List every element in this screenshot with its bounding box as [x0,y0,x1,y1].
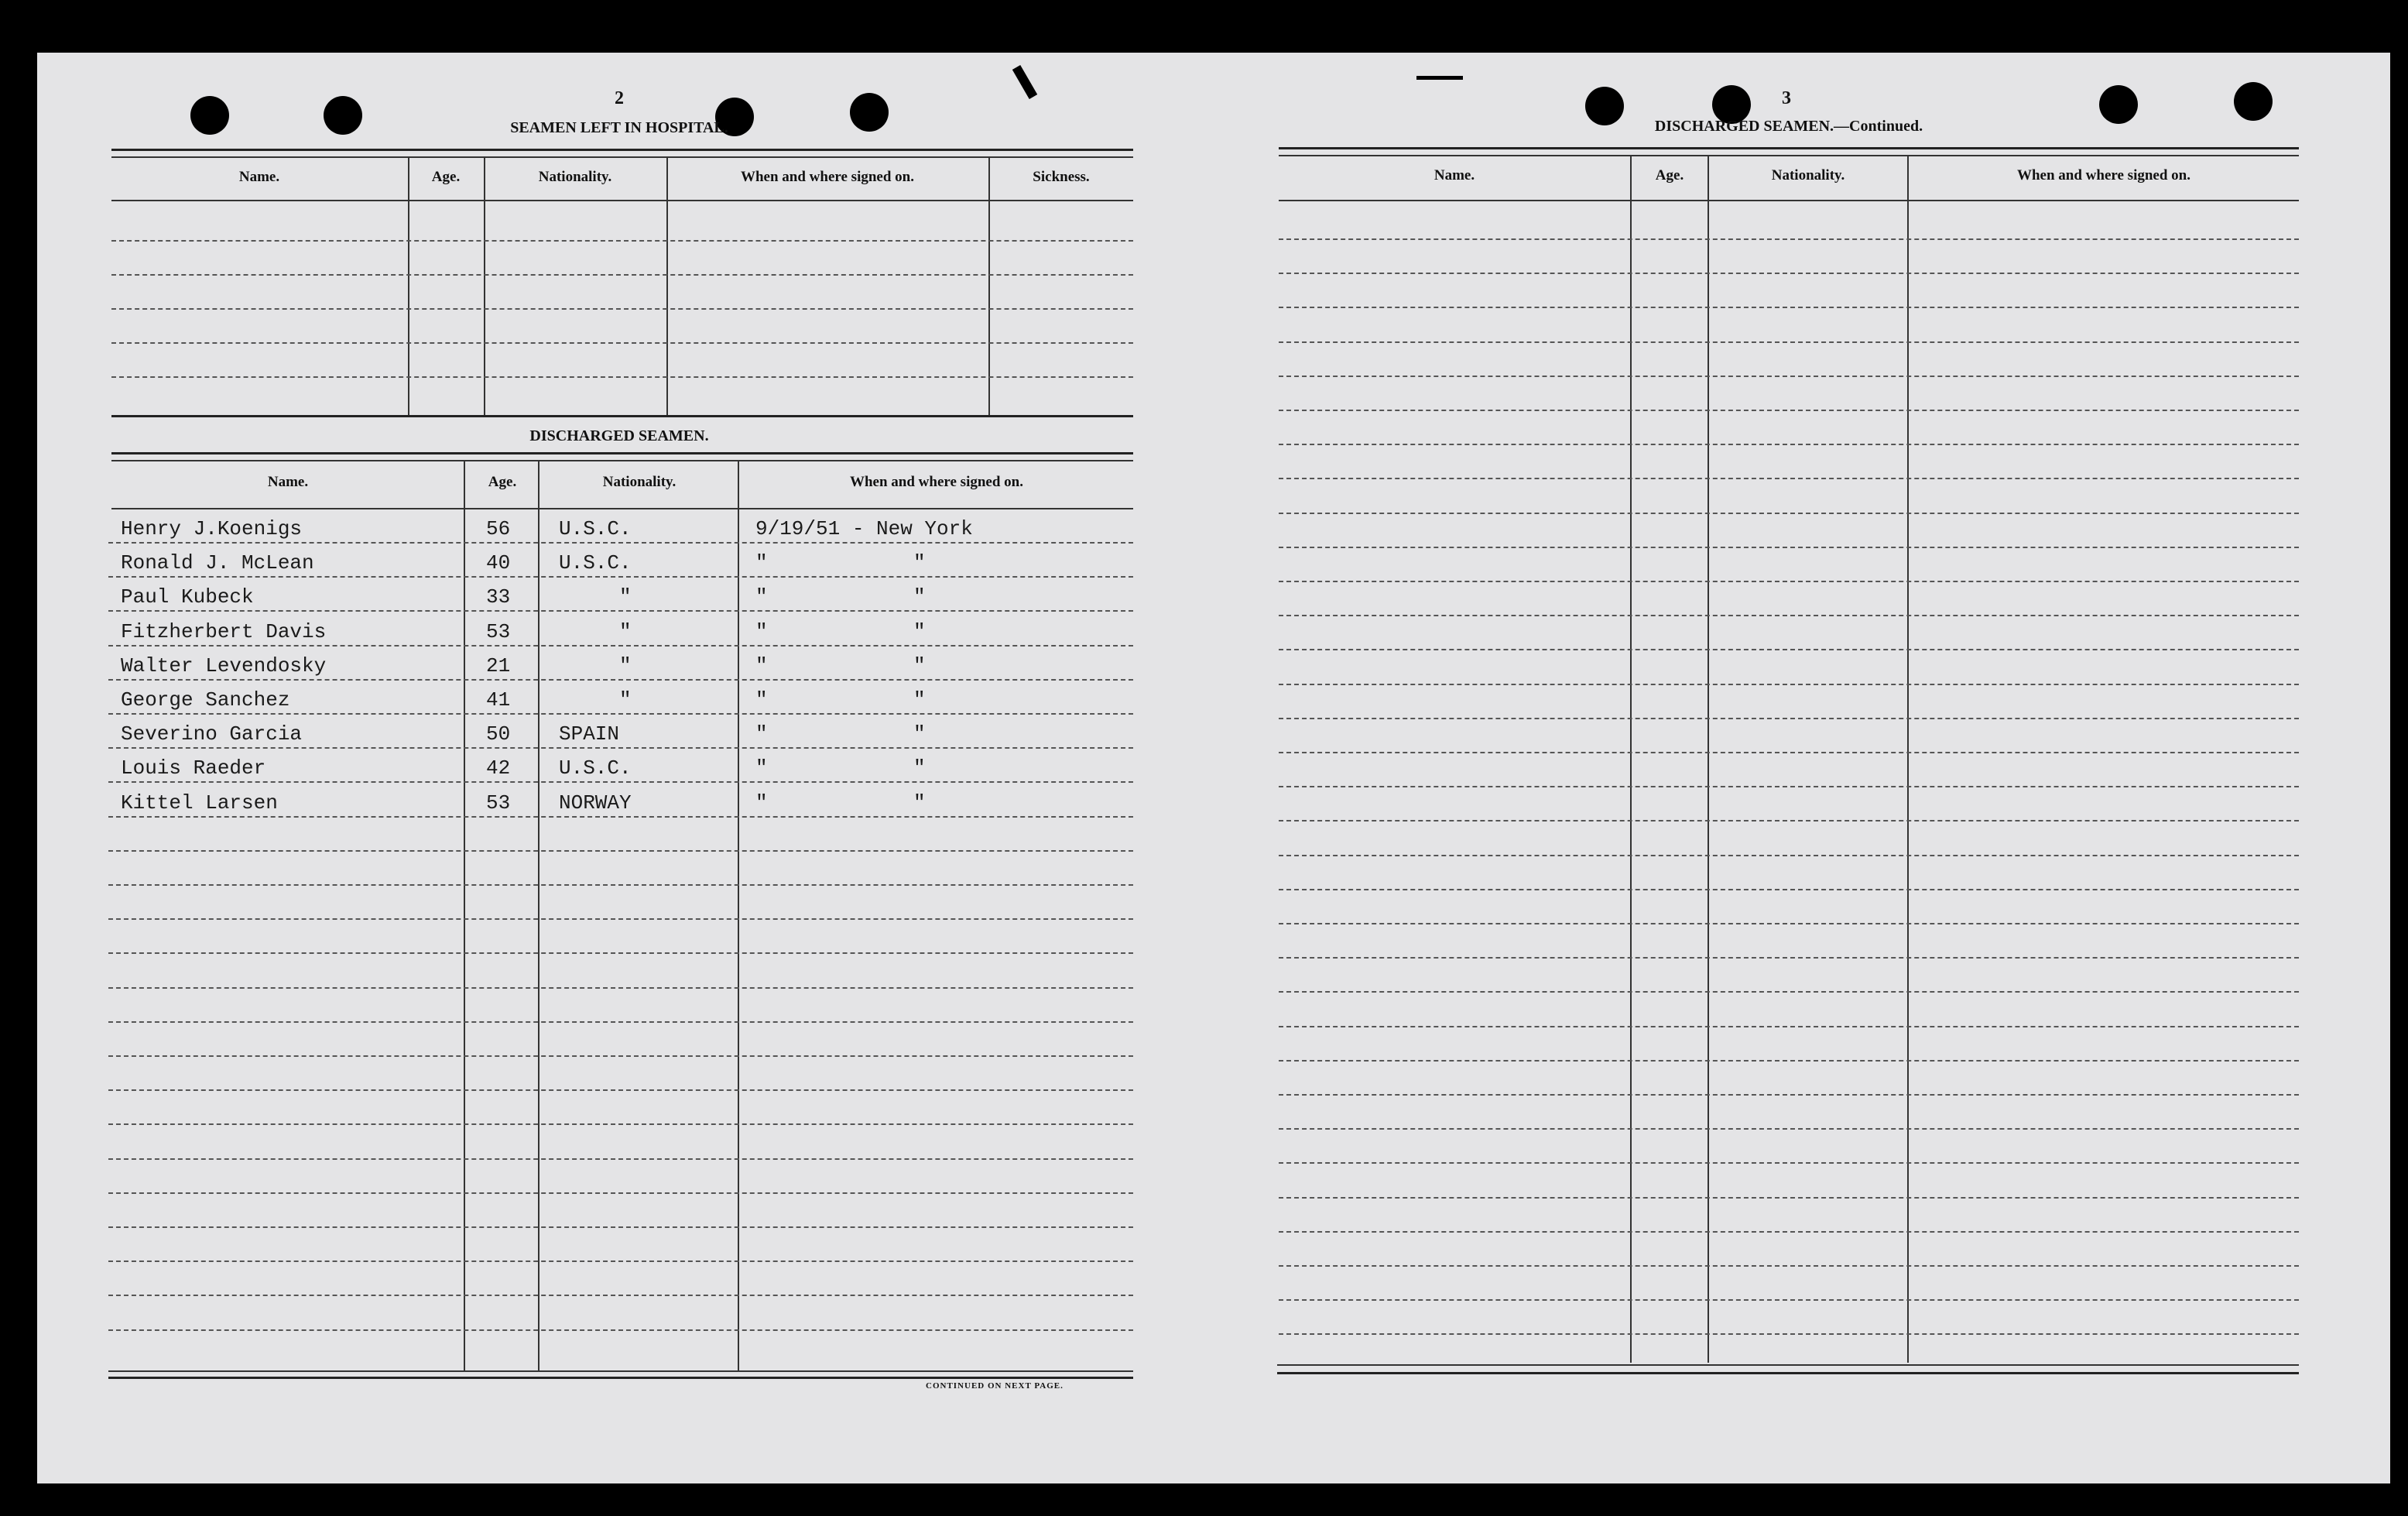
table-row-line [108,987,1133,989]
discharged-section-title: DISCHARGED SEAMEN. [529,427,709,444]
table-row-line [108,781,1133,783]
seaman-nationality: NORWAY [559,791,632,815]
column-divider [738,460,739,1370]
seaman-age: 50 [486,722,511,746]
signed-on-place: " [913,791,926,815]
table-row-line [1279,1162,2299,1164]
table-rule [108,1370,1133,1372]
signed-on-date: " [755,722,768,746]
table-row-line [1279,1333,2299,1335]
column-divider [464,460,465,1370]
table-row-line [108,918,1133,920]
table-row-line [1279,786,2299,787]
table-row-line [108,816,1133,818]
table-row-line [1279,649,2299,650]
table-row-line [108,1226,1133,1228]
table-row-line [1279,513,2299,514]
table-rule [111,200,1133,201]
signed-on-date: 9/19/51 - New York [755,517,973,540]
seaman-name: George Sanchez [121,688,290,712]
table-row-line [1279,1060,2299,1062]
table-row-line [1279,341,2299,343]
column-header: When and where signed on. [2016,167,2190,183]
table-rule [111,452,1133,454]
table-row-line [1279,752,2299,753]
seaman-name: Fitzherbert Davis [121,620,327,643]
table-row-line [1279,581,2299,582]
seaman-name: Henry J.Koenigs [121,517,303,540]
table-row-line [1279,923,2299,924]
signed-on-place: " [913,654,926,677]
table-row-line [108,1295,1133,1296]
seaman-name: Kittel Larsen [121,791,278,815]
punch-hole [2234,82,2273,121]
table-row-line [1279,889,2299,890]
table-row-line [1279,1094,2299,1096]
table-row-line [108,1055,1133,1057]
column-divider [1907,155,1909,1363]
table-rule [111,508,1133,509]
table-row-line [1279,1128,2299,1130]
table-row-line [1279,991,2299,993]
blank-row [111,240,1133,242]
table-row-line [1279,1299,2299,1301]
table-rule [1279,147,2299,149]
table-row-line [1279,1197,2299,1199]
table-row-line [108,952,1133,954]
seaman-nationality: " [619,654,632,677]
seaman-nationality: " [619,585,632,609]
page-number: 3 [1782,88,1791,108]
punch-hole [2099,85,2138,124]
ink-mark [1416,76,1463,80]
blank-row [111,274,1133,276]
table-row-line [1279,444,2299,445]
table-row-line [108,1329,1133,1331]
table-rule [1279,155,2299,156]
table-row-line [108,884,1133,886]
table-row-line [1279,547,2299,548]
column-header: Name. [238,169,280,185]
table-row-line [1279,238,2299,240]
table-row-line [1279,957,2299,959]
column-header: Nationality. [1771,167,1845,183]
table-rule [111,149,1133,151]
seaman-nationality: SPAIN [559,722,620,746]
table-row-line [108,1260,1133,1262]
column-header: Name. [1433,167,1475,183]
column-divider [1708,155,1709,1363]
signed-on-date: " [755,620,768,643]
column-header: Nationality. [602,474,677,490]
seaman-age: 53 [486,620,511,643]
table-row-line [108,645,1133,647]
table-row-line [1279,1231,2299,1233]
blank-row [111,376,1133,378]
table-rule [111,415,1133,417]
table-rule [1279,200,2299,201]
table-rule [111,156,1133,158]
page-number: 2 [615,88,624,108]
seaman-age: 40 [486,551,511,575]
table-row-line [1279,273,2299,274]
seaman-nationality: " [619,688,632,712]
document-scan [37,53,2390,1483]
seaman-age: 53 [486,791,511,815]
signed-on-date: " [755,688,768,712]
column-header: Nationality. [538,169,612,185]
table-row-line [108,1192,1133,1194]
table-row-line [108,576,1133,578]
table-rule [108,1377,1133,1379]
table-row-line [108,1089,1133,1091]
table-row-line [1279,478,2299,479]
column-divider [538,460,539,1370]
blank-row [111,342,1133,344]
table-row-line [108,747,1133,749]
table-row-line [108,850,1133,852]
table-row-line [108,1158,1133,1160]
seaman-name: Ronald J. McLean [121,551,314,575]
table-row-line [1279,615,2299,616]
column-header: Name. [267,474,309,490]
signed-on-place: " [913,585,926,609]
signed-on-place: " [913,551,926,575]
hospital-section-title: SEAMEN LEFT IN HOSPITAL. [510,119,728,136]
seaman-nationality: U.S.C. [559,517,632,540]
punch-hole [324,96,362,135]
signed-on-date: " [755,585,768,609]
column-header: When and where signed on. [740,169,914,185]
seaman-age: 42 [486,756,511,780]
table-row-line [1279,410,2299,411]
signed-on-date: " [755,791,768,815]
table-row-line [1279,376,2299,377]
table-row-line [108,679,1133,681]
column-header: Age. [488,474,517,490]
seaman-age: 41 [486,688,511,712]
seaman-age: 56 [486,517,511,540]
column-header: When and where signed on. [849,474,1023,490]
punch-hole [850,93,889,132]
seaman-nationality: " [619,620,632,643]
seaman-name: Paul Kubeck [121,585,254,609]
column-header: Age. [1655,167,1684,183]
table-row-line [1279,307,2299,308]
table-row-line [108,1123,1133,1125]
page-footer: CONTINUED ON NEXT PAGE. [926,1381,1064,1391]
table-row-line [108,610,1133,612]
seaman-name: Severino Garcia [121,722,303,746]
table-row-line [108,1021,1133,1023]
signed-on-date: " [755,551,768,575]
seaman-nationality: U.S.C. [559,551,632,575]
signed-on-place: " [913,620,926,643]
table-row-line [1279,820,2299,821]
seaman-name: Walter Levendosky [121,654,327,677]
seaman-nationality: U.S.C. [559,756,632,780]
blank-row [111,308,1133,310]
punch-hole [190,96,229,135]
signed-on-place: " [913,722,926,746]
table-rule [111,460,1133,461]
seaman-name: Louis Raeder [121,756,266,780]
table-row-line [108,713,1133,715]
signed-on-place: " [913,688,926,712]
right-section-title: DISCHARGED SEAMEN.—Continued. [1654,118,1923,135]
table-row-line [1279,1026,2299,1027]
signed-on-place: " [913,756,926,780]
table-row-line [1279,1265,2299,1267]
table-rule [1277,1364,2299,1366]
seaman-age: 33 [486,585,511,609]
table-row-line [1279,684,2299,685]
table-row-line [1279,855,2299,856]
table-rule [1277,1372,2299,1374]
table-row-line [1279,718,2299,719]
table-row-line [108,542,1133,544]
column-divider [1630,155,1632,1363]
signed-on-date: " [755,654,768,677]
signed-on-date: " [755,756,768,780]
seaman-age: 21 [486,654,511,677]
column-header: Sickness. [1033,169,1090,185]
column-header: Age. [431,169,461,185]
